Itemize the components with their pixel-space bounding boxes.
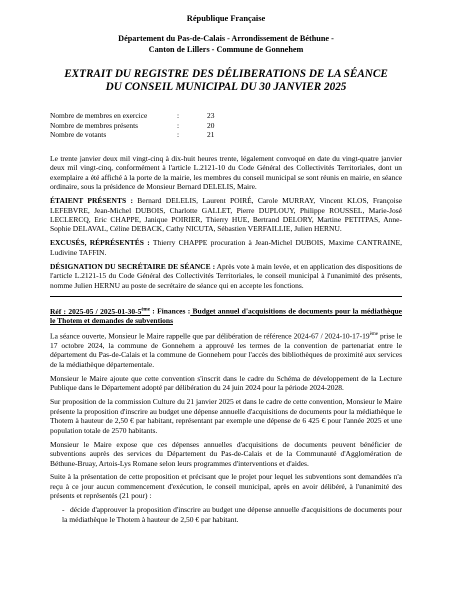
- count-colon: :: [177, 111, 180, 120]
- document-title: [50, 68, 402, 94]
- bullet-dash: -: [62, 505, 65, 515]
- body-paragraph-4: Monsieur le Maire expose que ces dépenses annuelles d'acquisitions de documents peuvent bénéficier de subventions auprès des services du Département du Pas-de-Calais et de la Communauté d'Agglomération de Béthune-Bruay, Artois-Lys Romane selon leurs programmes d'interventions et d'aides.: [50, 439, 402, 468]
- member-counts: [50, 111, 402, 140]
- reference-prefix: Réf : 2025-05 / 2025-01-30-5: [50, 306, 142, 316]
- count-colon: :: [177, 120, 180, 130]
- body-paragraph-5: Suite à la présentation de cette proposition et précisant que le projet pour lequel les subventions sont demandées n'a reçu à ce jour aucun commencement d'exécution, le conseil municipal, après en avoir délibéré, à l'unanimité des présents et représentés (21 pour) :: [50, 472, 402, 501]
- p1-part-a: La séance ouverte, Monsieur le Maire rappelle que par délibération de référence 2024-67 / 2024-10-17-19: [50, 331, 370, 341]
- reference-sup: ème: [141, 307, 150, 313]
- count-row-presents: [50, 121, 402, 131]
- count-value: 21: [207, 130, 215, 140]
- excused-text: Thierry CHAPPE procuration à Jean-Michel DUBOIS, Maxime CANTRAINE, Ludivine TAFFIN.: [50, 238, 403, 257]
- decision-bullet: [50, 505, 402, 524]
- count-row-exercice: [50, 111, 402, 121]
- reference-suffix: :: [149, 306, 158, 316]
- secretary-text: Après vote à main levée, et en application des dispositions de l'article L.2121-15 du Code Général des Collectivités Territoriales, le conseil municipal à l'unanimité des présents, nomme Julien HERNU au poste de secrétaire de séance qui en accepte les fonctions.: [50, 261, 403, 290]
- department-line-1: Département du Pas-de-Calais - Arrondissement de Béthune -: [118, 34, 334, 43]
- present-text: Bernard DELELIS, Laurent POIRÉ, Carole MURRAY, Vincent KLOS, Françoise LEFEBVRE, Jean-Michel DUBOIS, Charlotte GALLET, Pierre DUPLOUY, Philippe ROUSSEL, Marie-José LECLERCQ, Eric CHAPPE, Janique POIRIER, Thierry HUE, Bertrand DELORY, Martine PETITPAS, Anne-Sophie DELAVAL, Céline DEBACK, Cathy NICUTA, Sébastien VERFAILLIE, Julien HERNU.: [50, 196, 402, 234]
- present-paragraph: [50, 196, 402, 234]
- reference-number: [50, 307, 150, 316]
- subject-text: Budget annuel d'acquisitions de documents pour la médiathèque le Thotem et demandes de subventions: [50, 306, 402, 326]
- present-label: ÉTAIENT PRÉSENTS :: [50, 196, 133, 206]
- count-value: 20: [207, 120, 215, 130]
- title-line-2: DU CONSEIL MUNICIPAL DU 30 JANVIER 2025: [105, 81, 347, 93]
- count-label: Nombre de membres présents: [50, 120, 139, 130]
- intro-paragraph: Le trente janvier deux mil vingt-cinq à dix-huit heures trente, légalement convoqué en date du vingt-quatre janvier deux mil vingt-cinq, conformément à l'article L.2121-10 du Code Général des Collectivités Territoriales, dont un exemplaire a été affiché à la porte de la mairie, les membres du conseil municipal se sont réunis en mairie, en séance ordinaire, sous la présidence de Monsieur Bernard DELELIS, Maire.: [50, 153, 402, 192]
- count-row-votants: [50, 130, 402, 140]
- count-label: Nombre de votants: [50, 130, 107, 140]
- title-line-1: EXTRAIT DU REGISTRE DES DÉLIBERATIONS DE LA SÉANCE: [64, 68, 388, 80]
- bullet-text: décide d'approuver la proposition d'inscrire au budget une dépense annuelle d'acquisitions de documents pour la médiathèque le Thotem à hauteur de 2,50 € par habitant.: [62, 505, 402, 524]
- p1-sup: ème: [369, 332, 379, 338]
- count-value: 23: [207, 111, 215, 120]
- p1-part-b: prise le 17 octobre 2024, la commune de Gonnehem a approuvé les termes de la convention de partenariat entre le département du Pas-de-Calais et la commune de Gonnehem pour l'accès des bibliothèques de proximité aux services de la médiathèque départementale.: [50, 331, 402, 369]
- excused-paragraph: [50, 238, 402, 257]
- secretary-label: DÉSIGNATION DU SECRÉTAIRE DE SÉANCE :: [50, 261, 216, 271]
- excused-label: EXCUSÉS, RÉPRÉSENTÉS :: [50, 238, 150, 248]
- republic-header: République Française: [186, 14, 266, 23]
- department-header: [50, 33, 402, 55]
- secretary-paragraph: [50, 262, 402, 290]
- count-label: Nombre de membres en exercice: [50, 111, 148, 120]
- body-paragraph-3: Sur proposition de la commission Culture du 21 janvier 2025 et dans le cadre de cette convention, Monsieur le Maire présente la proposition d'inscrire au budget une dépense annuelle d'acquisitions de documents pour la médiathèque le Thotem à hauteur de 2,50 € par habitant, représentant par exemple une dépense de 6 425 € pour l'année 2025 et une population totale de 2570 habitants.: [50, 397, 402, 435]
- count-colon: :: [177, 130, 180, 140]
- section-divider: [50, 296, 402, 297]
- body-paragraph-2: Monsieur le Maire ajoute que cette convention s'inscrit dans le cadre du Schéma de développement de la Lecture Publique dans le Département adopté par délibération du 24 juin 2024 pour la période 2024-2028.: [50, 373, 402, 393]
- department-line-2: Canton de Lillers - Commune de Gonnehem: [148, 45, 304, 54]
- body-paragraph-1: [50, 330, 402, 369]
- subject-label: Finances :: [157, 306, 191, 316]
- reference-heading: [50, 305, 402, 325]
